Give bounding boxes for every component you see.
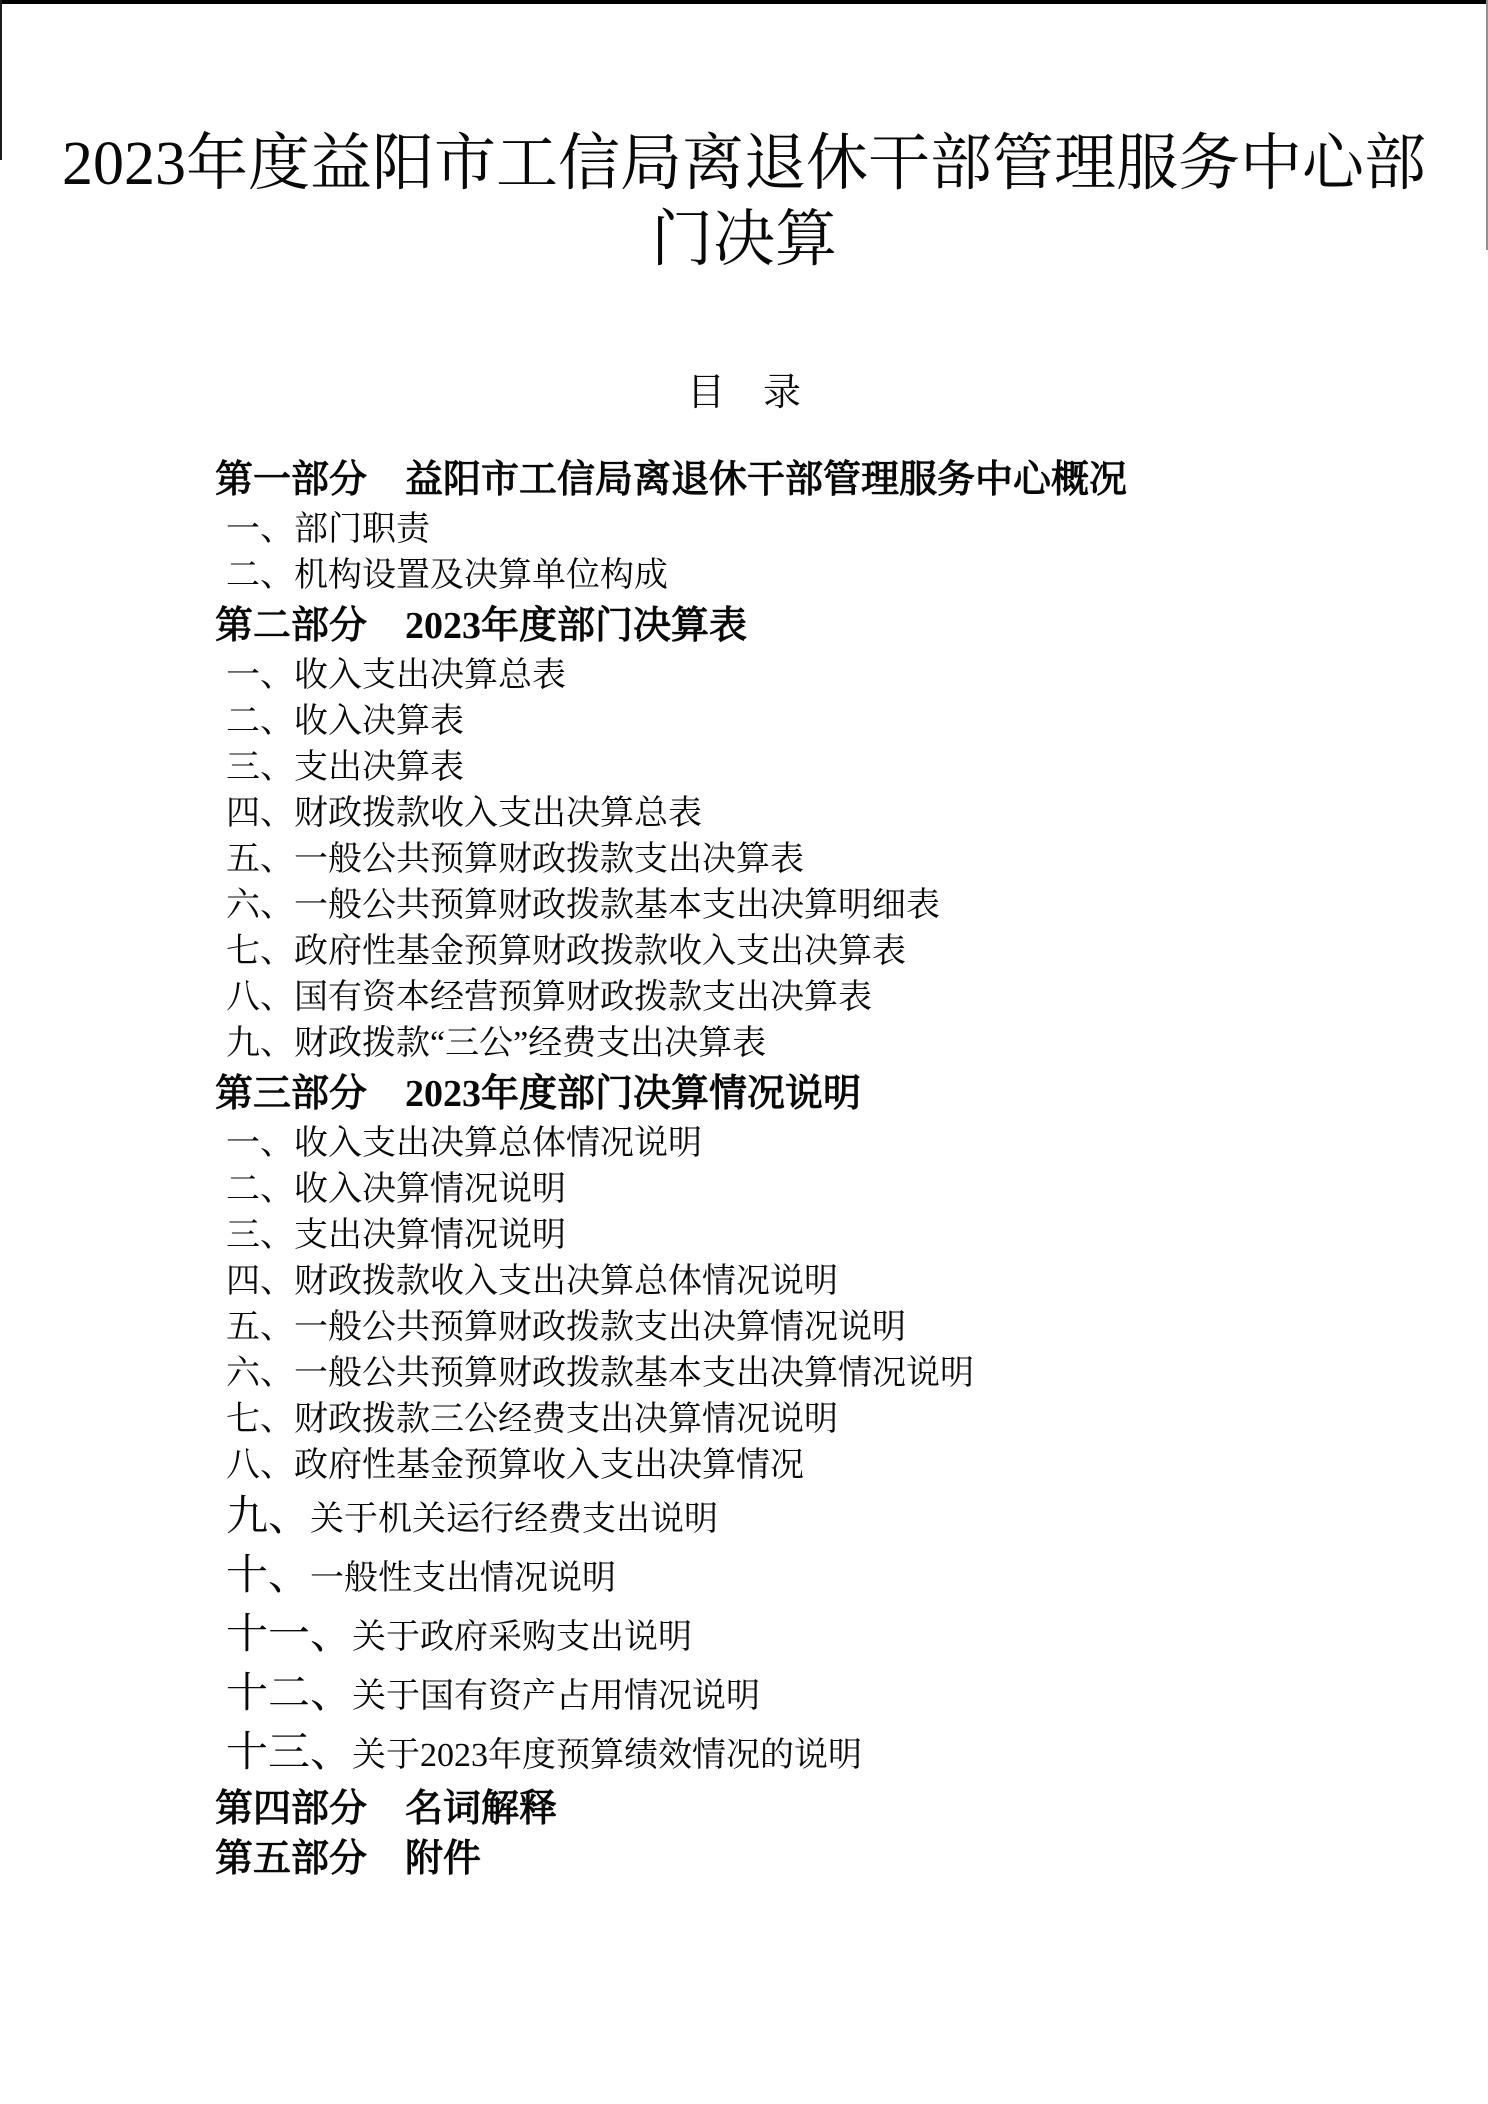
- toc-item: [215, 1489, 1488, 1548]
- toc-item-number: 七、: [226, 933, 294, 970]
- toc-item: [215, 791, 1488, 837]
- toc-heading: 目 录: [686, 372, 801, 414]
- scan-edge-left: [0, 0, 2, 160]
- toc-item-number: 一、: [226, 657, 294, 694]
- toc-item-text: 部门职责: [294, 511, 430, 548]
- toc-item: [215, 699, 1488, 745]
- toc-item: [215, 1725, 1488, 1784]
- toc-item-text: 政府性基金预算财政拨款收入支出决算表: [294, 933, 906, 970]
- toc-part-heading: 第五部分 附件: [215, 1838, 482, 1880]
- toc-item: [215, 1607, 1488, 1666]
- toc-item-number: 一、: [226, 1125, 294, 1162]
- toc-item-text: 财政拨款收入支出决算总表: [294, 795, 702, 832]
- toc-item-text: 财政拨款“三公”经费支出决算表: [294, 1025, 767, 1062]
- toc-item-text: 一般公共预算财政拨款基本支出决算明细表: [294, 887, 940, 924]
- toc-item: [215, 1213, 1488, 1259]
- toc-part-heading: 第四部分 名词解释: [215, 1788, 558, 1830]
- toc-item-number: 十一、: [226, 1612, 353, 1658]
- toc-item-number: 二、: [226, 1171, 294, 1208]
- toc-item-number: 七、: [226, 1401, 294, 1438]
- toc-item-number: 二、: [226, 557, 294, 594]
- toc-item-text: 关于政府采购支出说明: [352, 1619, 693, 1656]
- toc-item-number: 九、: [226, 1025, 294, 1062]
- toc-item-text: 支出决算表: [294, 749, 464, 786]
- toc-item-number: 五、: [226, 841, 294, 878]
- toc-item-number: 四、: [226, 795, 294, 832]
- toc-item: [215, 653, 1488, 699]
- toc-item-number: 一、: [226, 511, 294, 548]
- toc-item-text: 收入决算情况说明: [294, 1171, 566, 1208]
- toc-item-text: 收入决算表: [294, 703, 464, 740]
- document-title: [0, 126, 1488, 278]
- toc-item: [215, 1548, 1488, 1607]
- toc-item: [215, 1443, 1488, 1489]
- toc-item: [215, 507, 1488, 553]
- toc-item: [215, 745, 1488, 791]
- toc-item-text: 关于机关运行经费支出说明: [310, 1501, 719, 1538]
- document-title-line2: 门决算: [650, 206, 837, 274]
- toc-item-text: 财政拨款收入支出决算总体情况说明: [294, 1263, 838, 1300]
- toc-item-text: 一般公共预算财政拨款支出决算表: [294, 841, 804, 878]
- toc-item: [215, 929, 1488, 975]
- toc-item-number: 六、: [226, 1355, 294, 1392]
- toc-item-number: 五、: [226, 1309, 294, 1346]
- toc-item-number: 十二、: [226, 1671, 353, 1717]
- toc-part-heading: 第三部分 2023年度部门决算情况说明: [215, 1073, 862, 1115]
- toc-item: [215, 1305, 1488, 1351]
- toc-item-text: 支出决算情况说明: [294, 1217, 566, 1254]
- toc-item-text: 一般公共预算财政拨款基本支出决算情况说明: [294, 1355, 974, 1392]
- toc-item: [215, 883, 1488, 929]
- toc-item-number: 八、: [226, 1447, 294, 1484]
- toc-item-text: 一般性支出情况说明: [310, 1560, 617, 1597]
- toc-item-text: 一般公共预算财政拨款支出决算情况说明: [294, 1309, 906, 1346]
- toc-part-heading: 第二部分 2023年度部门决算表: [215, 605, 748, 647]
- toc-part-heading: 第一部分 益阳市工信局离退休干部管理服务中心概况: [215, 459, 1128, 501]
- toc-item-number: 三、: [226, 749, 294, 786]
- toc-item: [215, 1121, 1488, 1167]
- toc-item-number: 八、: [226, 979, 294, 1016]
- toc-item-text: 财政拨款三公经费支出决算情况说明: [294, 1401, 838, 1438]
- scan-edge-top: [0, 0, 1488, 4]
- toc-item-number: 二、: [226, 703, 294, 740]
- toc-item: [215, 1021, 1488, 1067]
- toc-item: [215, 553, 1488, 599]
- toc-item-text: 政府性基金预算收入支出决算情况: [294, 1447, 804, 1484]
- toc-item-text: 国有资本经营预算财政拨款支出决算表: [294, 979, 872, 1016]
- toc-item: [215, 1397, 1488, 1443]
- toc-item: [215, 975, 1488, 1021]
- toc-item-text: 关于2023年度预算绩效情况的说明: [352, 1737, 863, 1774]
- toc-item: [215, 1167, 1488, 1213]
- toc-item-text: 收入支出决算总表: [294, 657, 566, 694]
- toc-item: [215, 1666, 1488, 1725]
- toc-item-text: 机构设置及决算单位构成: [294, 557, 668, 594]
- toc-item-text: 关于国有资产占用情况说明: [352, 1678, 761, 1715]
- toc-item-number: 四、: [226, 1263, 294, 1300]
- toc-item: [215, 1259, 1488, 1305]
- toc-item-number: 三、: [226, 1217, 294, 1254]
- toc-item-number: 十、: [226, 1553, 311, 1599]
- document-title-line1: 2023年度益阳市工信局离退休干部管理服务中心部: [61, 130, 1426, 198]
- toc-item-number: 九、: [226, 1494, 311, 1540]
- toc-item: [215, 837, 1488, 883]
- toc-item-text: 收入支出决算总体情况说明: [294, 1125, 702, 1162]
- toc-item-number: 十三、: [226, 1730, 353, 1776]
- toc-item-number: 六、: [226, 887, 294, 924]
- toc-item: [215, 1351, 1488, 1397]
- toc-list: [0, 453, 1488, 1884]
